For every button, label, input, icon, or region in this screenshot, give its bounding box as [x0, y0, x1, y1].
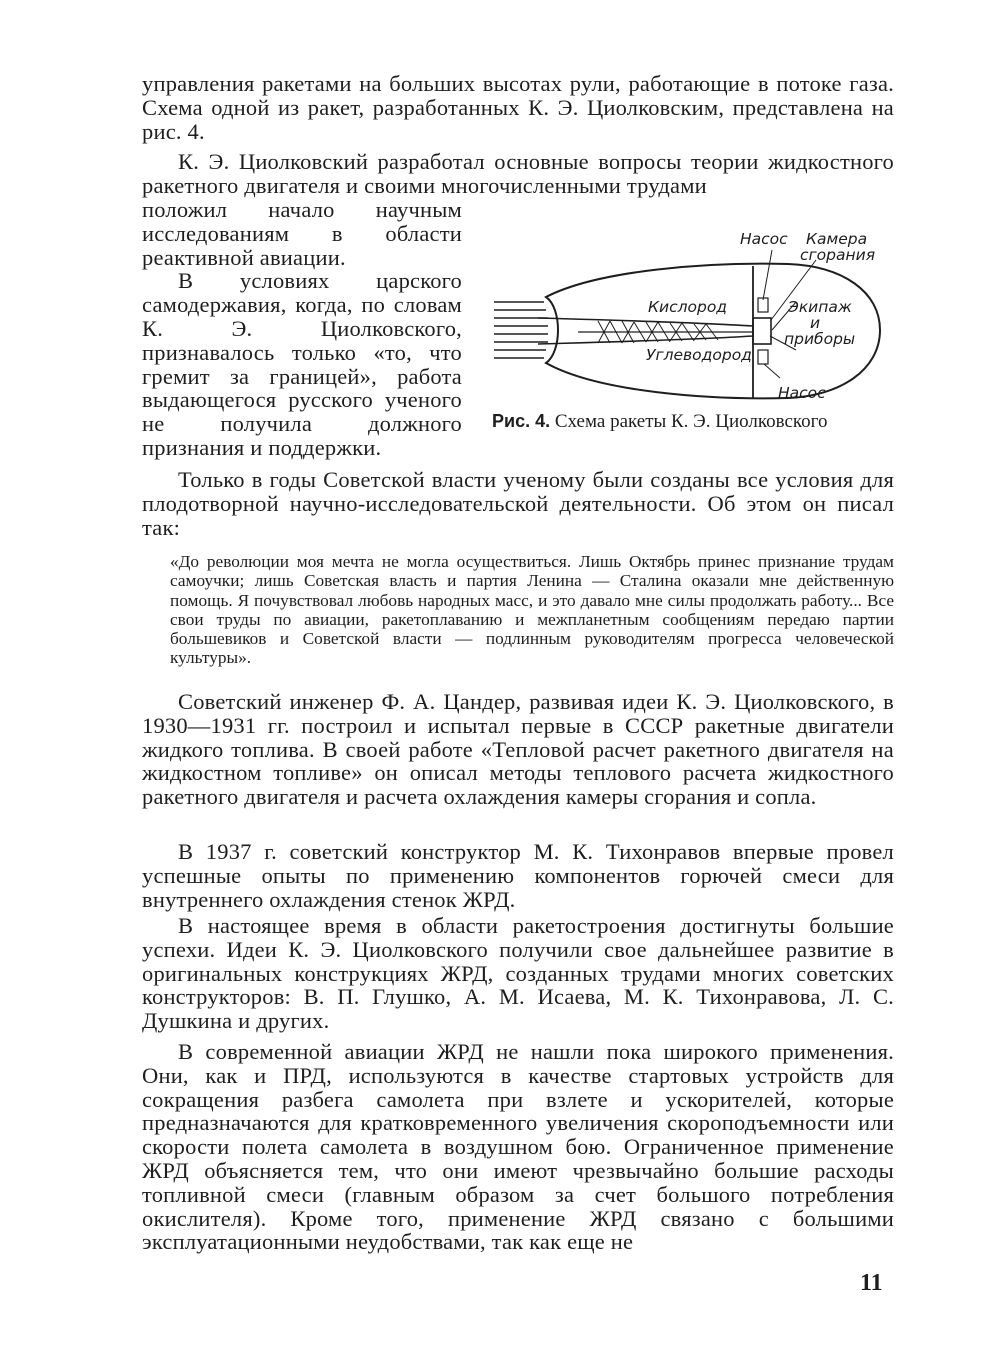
label-chamber-line2: сгорания [800, 246, 876, 264]
exhaust-jet [494, 302, 548, 358]
label-pump-bottom: Насос [778, 384, 826, 402]
rocket-diagram [488, 222, 898, 432]
tikhonravov-paragraph: В 1937 г. советский конструктор М. К. Тихонравов впервые провел успешные опыты по применению компонентов горючей смеси для внутреннего охлаждения стенок ЖРД. [142, 839, 894, 912]
present-day-paragraph: В настоящее время в области ракетостроения достигнуты большие успехи. Идеи К. Э. Циолковского получили свое дальнейшее развитие в оригинальных конструкциях ЖРД, созданных трудами многих советских конструкторов: В. П. Глушко, А. М. Исаева, М. К. Тихонравова, Л. С. Душкина и других. [142, 913, 894, 1034]
caption-label: Рис. 4. [492, 411, 551, 431]
label-crew-line2: и [810, 314, 821, 332]
label-pump-top: Насос [740, 230, 788, 248]
nozzle [538, 318, 753, 344]
tsander-paragraph: Советский инженер Ф. А. Цандер, развивая идеи К. Э. Циолковского, в 1930—1931 гг. построил и испытал первые в СССР ракетные двигатели жидкого топлива. В своей работе «Тепловой расчет ракетного двигателя на жидкостном топливе» он описал методы теплового расчета жидкостного ракетного двигателя и расчета охлаждения камеры сгорания и сопла. [142, 689, 894, 810]
combustion-chamber [753, 318, 771, 344]
continuation-paragraph: управления ракетами на больших высотах рули, работающие в потоке газа. Схема одной из ракет, разработанных К. Э. Циолковским, представлена на рис. 4. [142, 71, 894, 144]
caption-text: Схема ракеты К. Э. Циолковского [554, 411, 828, 432]
pump-bottom [758, 350, 768, 364]
tsiolkovsky-wrap-text: положил начало научным исследованиям в области реактивной авиации. [142, 197, 462, 270]
wrapped-text-block [142, 198, 462, 460]
figure-caption [492, 410, 902, 433]
label-crew-line3: приборы [784, 330, 856, 348]
pump-top [758, 298, 768, 312]
label-crew-line1: Экипаж [788, 298, 852, 316]
label-hydrocarbon: Углеводород [646, 346, 752, 364]
modern-aviation-paragraph: В современной авиации ЖРД не нашли пока широкого применения. Они, как и ПРД, используются в качестве стартовых устройств для сокращения разбега самолета при взлете и ускорителей, которые предназначаются для кратковременного увеличения скороподъемности или скорости полета самолета в воздушном бою. Ограниченное применение ЖРД объясняется тем, что они имеют чрезвычайно большие расходы топливной смеси (главным образом за счет большого потребления окислителя). Кроме того, применение ЖРД связано с большими эксплуатационными неудобствами, так как еще не [142, 1039, 894, 1255]
label-oxygen: Кислород [648, 298, 728, 316]
soviet-period-paragraph: Только в годы Советской власти ученому были созданы все условия для плодотворной научно-исследовательской деятельности. Об этом он писал так: [142, 467, 894, 540]
tsarist-paragraph: В условиях царского самодержавия, когда, по словам К. Э. Циолковского, признавалось только «то, что гремит за границей», работа выдающегося русского ученого не получила должного признания и поддержки. [142, 268, 462, 460]
page-number: 11 [860, 1270, 883, 1296]
tsiolkovsky-quote: «До революции моя мечта не могла осуществиться. Лишь Октябрь принес признание трудам самоучки; лишь Советская власть и партия Ленина — Сталина оказали мне действенную помощь. Я почувствовал любовь народных масс, и это давало мне силы продолжать работу... Все свои труды по авиации, ракетоплаванию и межпланетным сообщениям передаю партии большевиков и Советской власти — подлинным руководителям прогресса человеческой культуры». [170, 552, 894, 668]
label-chamber-line1: Камера [806, 230, 868, 248]
tsiolkovsky-intro-paragraph: К. Э. Циолковский разработал основные вопросы теории жидкостного ракетного двигателя и своими многочисленными трудами [142, 149, 894, 198]
